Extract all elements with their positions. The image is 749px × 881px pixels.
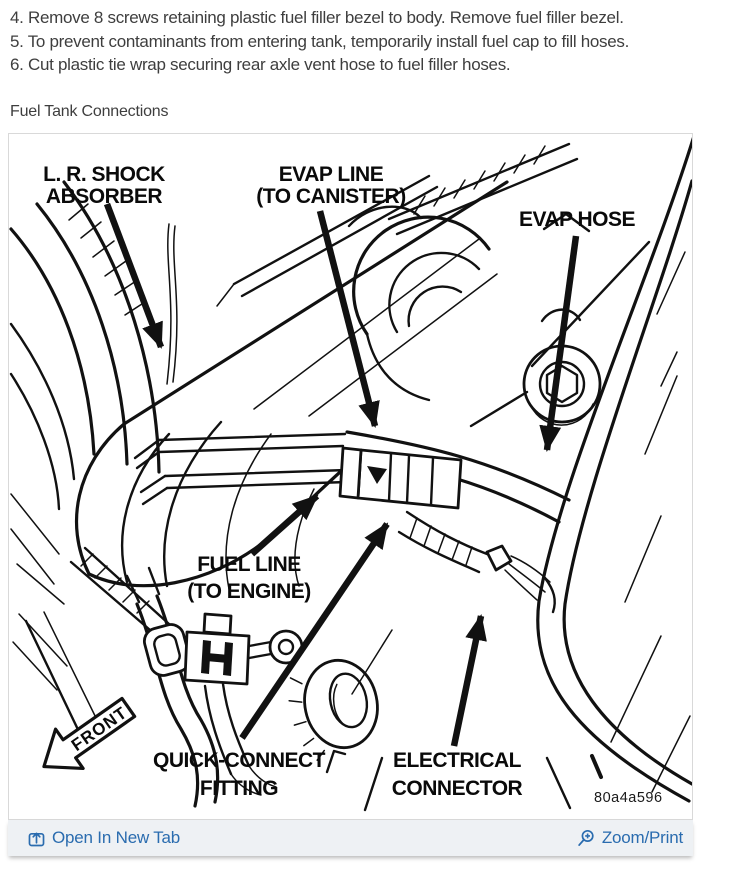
label-shock-absorber-1: L. R. SHOCK [43, 163, 165, 186]
figure-image-panel [8, 133, 693, 820]
open-in-new-tab-label[interactable]: Open In New Tab [52, 828, 181, 847]
open-in-new-tab-link[interactable] [28, 828, 180, 848]
figure-card [8, 133, 693, 856]
label-evap-line-1: EVAP LINE [278, 163, 384, 186]
label-fuel-line-2: (TO ENGINE) [187, 580, 311, 603]
instruction-step-5: 5. To prevent contaminants from entering tank, temporarily install fuel cap to fill hoses. [10, 31, 630, 51]
label-quick-connect-2: FITTING [199, 777, 279, 800]
open-in-new-tab-icon[interactable] [28, 830, 45, 847]
label-fuel-line-1: FUEL LINE [197, 553, 301, 576]
figure-code: 80a4a596 [594, 790, 663, 806]
front-label: FRONT [67, 702, 131, 755]
instruction-step-6: 6. Cut plastic tie wrap securing rear axle vent hose to fuel filler hoses. [10, 55, 511, 74]
figure-caption: Fuel Tank Connections [10, 103, 169, 120]
label-electrical-2: CONNECTOR [391, 777, 523, 800]
label-electrical-1: ELECTRICAL [393, 749, 521, 772]
instruction-list [10, 6, 745, 77]
evap-opening-art [217, 176, 489, 400]
zoom-print-label[interactable]: Zoom/Print [601, 828, 683, 847]
fuel-tank-connections-diagram [9, 134, 692, 819]
shock-absorber-art [11, 182, 159, 604]
figure-toolbar [8, 820, 693, 856]
label-evap-hose: EVAP HOSE [518, 208, 636, 231]
front-direction-arrow [30, 688, 142, 786]
instruction-step-4: 4. Remove 8 screws retaining plastic fuel filler bezel to body. Remove fuel filler bezel. [10, 8, 624, 27]
zoom-print-link[interactable] [576, 828, 683, 848]
label-quick-connect-1: QUICK-CONNECT [153, 749, 325, 772]
label-shock-absorber-2: ABSORBER [45, 185, 163, 208]
label-evap-line-2: (TO CANISTER) [256, 185, 406, 208]
magnifier-plus-icon[interactable] [576, 829, 595, 848]
